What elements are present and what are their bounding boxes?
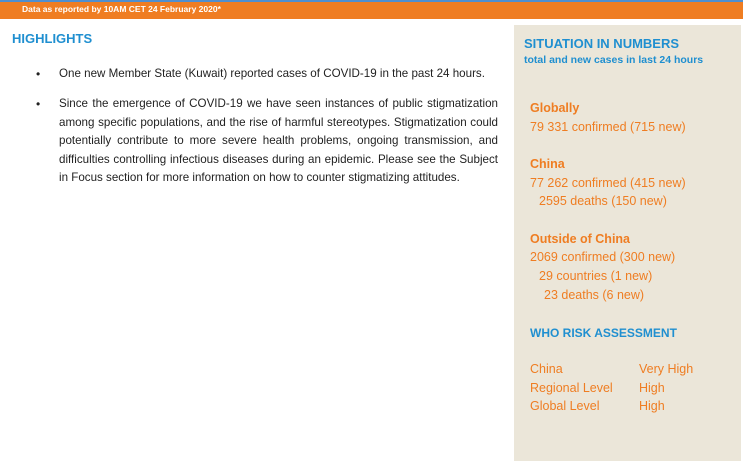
outside-china-heading: Outside of China [530,232,630,246]
bullet-icon: • [36,67,41,81]
highlight-item [36,95,498,187]
highlight-text: One new Member State (Kuwait) reported cases of COVID-19 in the past 24 hours. [59,67,485,80]
highlight-text: Since the emergence of COVID-19 we have seen instances of public stigmatization among specific populations, and the rise of harmful stereotypes. Stigmatization could potentially contribute to more severe health problems, ongoing transmission, and difficulties controlling infectious diseases during an epidemic. Please see the Subject in Focus section for more information on how to counter stigmatizing attitudes. [59,97,498,185]
highlights-list [36,65,498,199]
situation-title: SITUATION IN NUMBERS [524,36,680,51]
china-deaths: 2595 deaths (150 new) [539,194,667,208]
globally-confirmed: 79 331 confirmed (715 new) [530,120,686,134]
highlight-item [36,65,498,83]
risk-level-label: China [530,362,563,376]
risk-level-value: High [639,399,665,413]
outside-confirmed: 2069 confirmed (300 new) [530,250,676,264]
report-date-text: Data as reported by 10AM CET 24 February 2020* [22,4,221,14]
report-date-banner [0,0,743,19]
globally-heading: Globally [530,101,580,115]
situation-subtitle: total and new cases in last 24 hours [524,54,704,66]
risk-assessment-heading: WHO RISK ASSESSMENT [530,326,677,340]
china-heading: China [530,157,565,171]
risk-level-value: High [639,381,665,395]
risk-level-label: Regional Level [530,381,613,395]
highlights-heading: HIGHLIGHTS [12,31,93,46]
risk-level-value: Very High [639,362,694,376]
china-confirmed: 77 262 confirmed (415 new) [530,176,686,190]
outside-deaths: 23 deaths (6 new) [544,288,645,302]
outside-countries: 29 countries (1 new) [539,269,653,283]
situation-panel [514,25,741,461]
bullet-icon: • [36,97,41,112]
risk-level-label: Global Level [530,399,600,413]
